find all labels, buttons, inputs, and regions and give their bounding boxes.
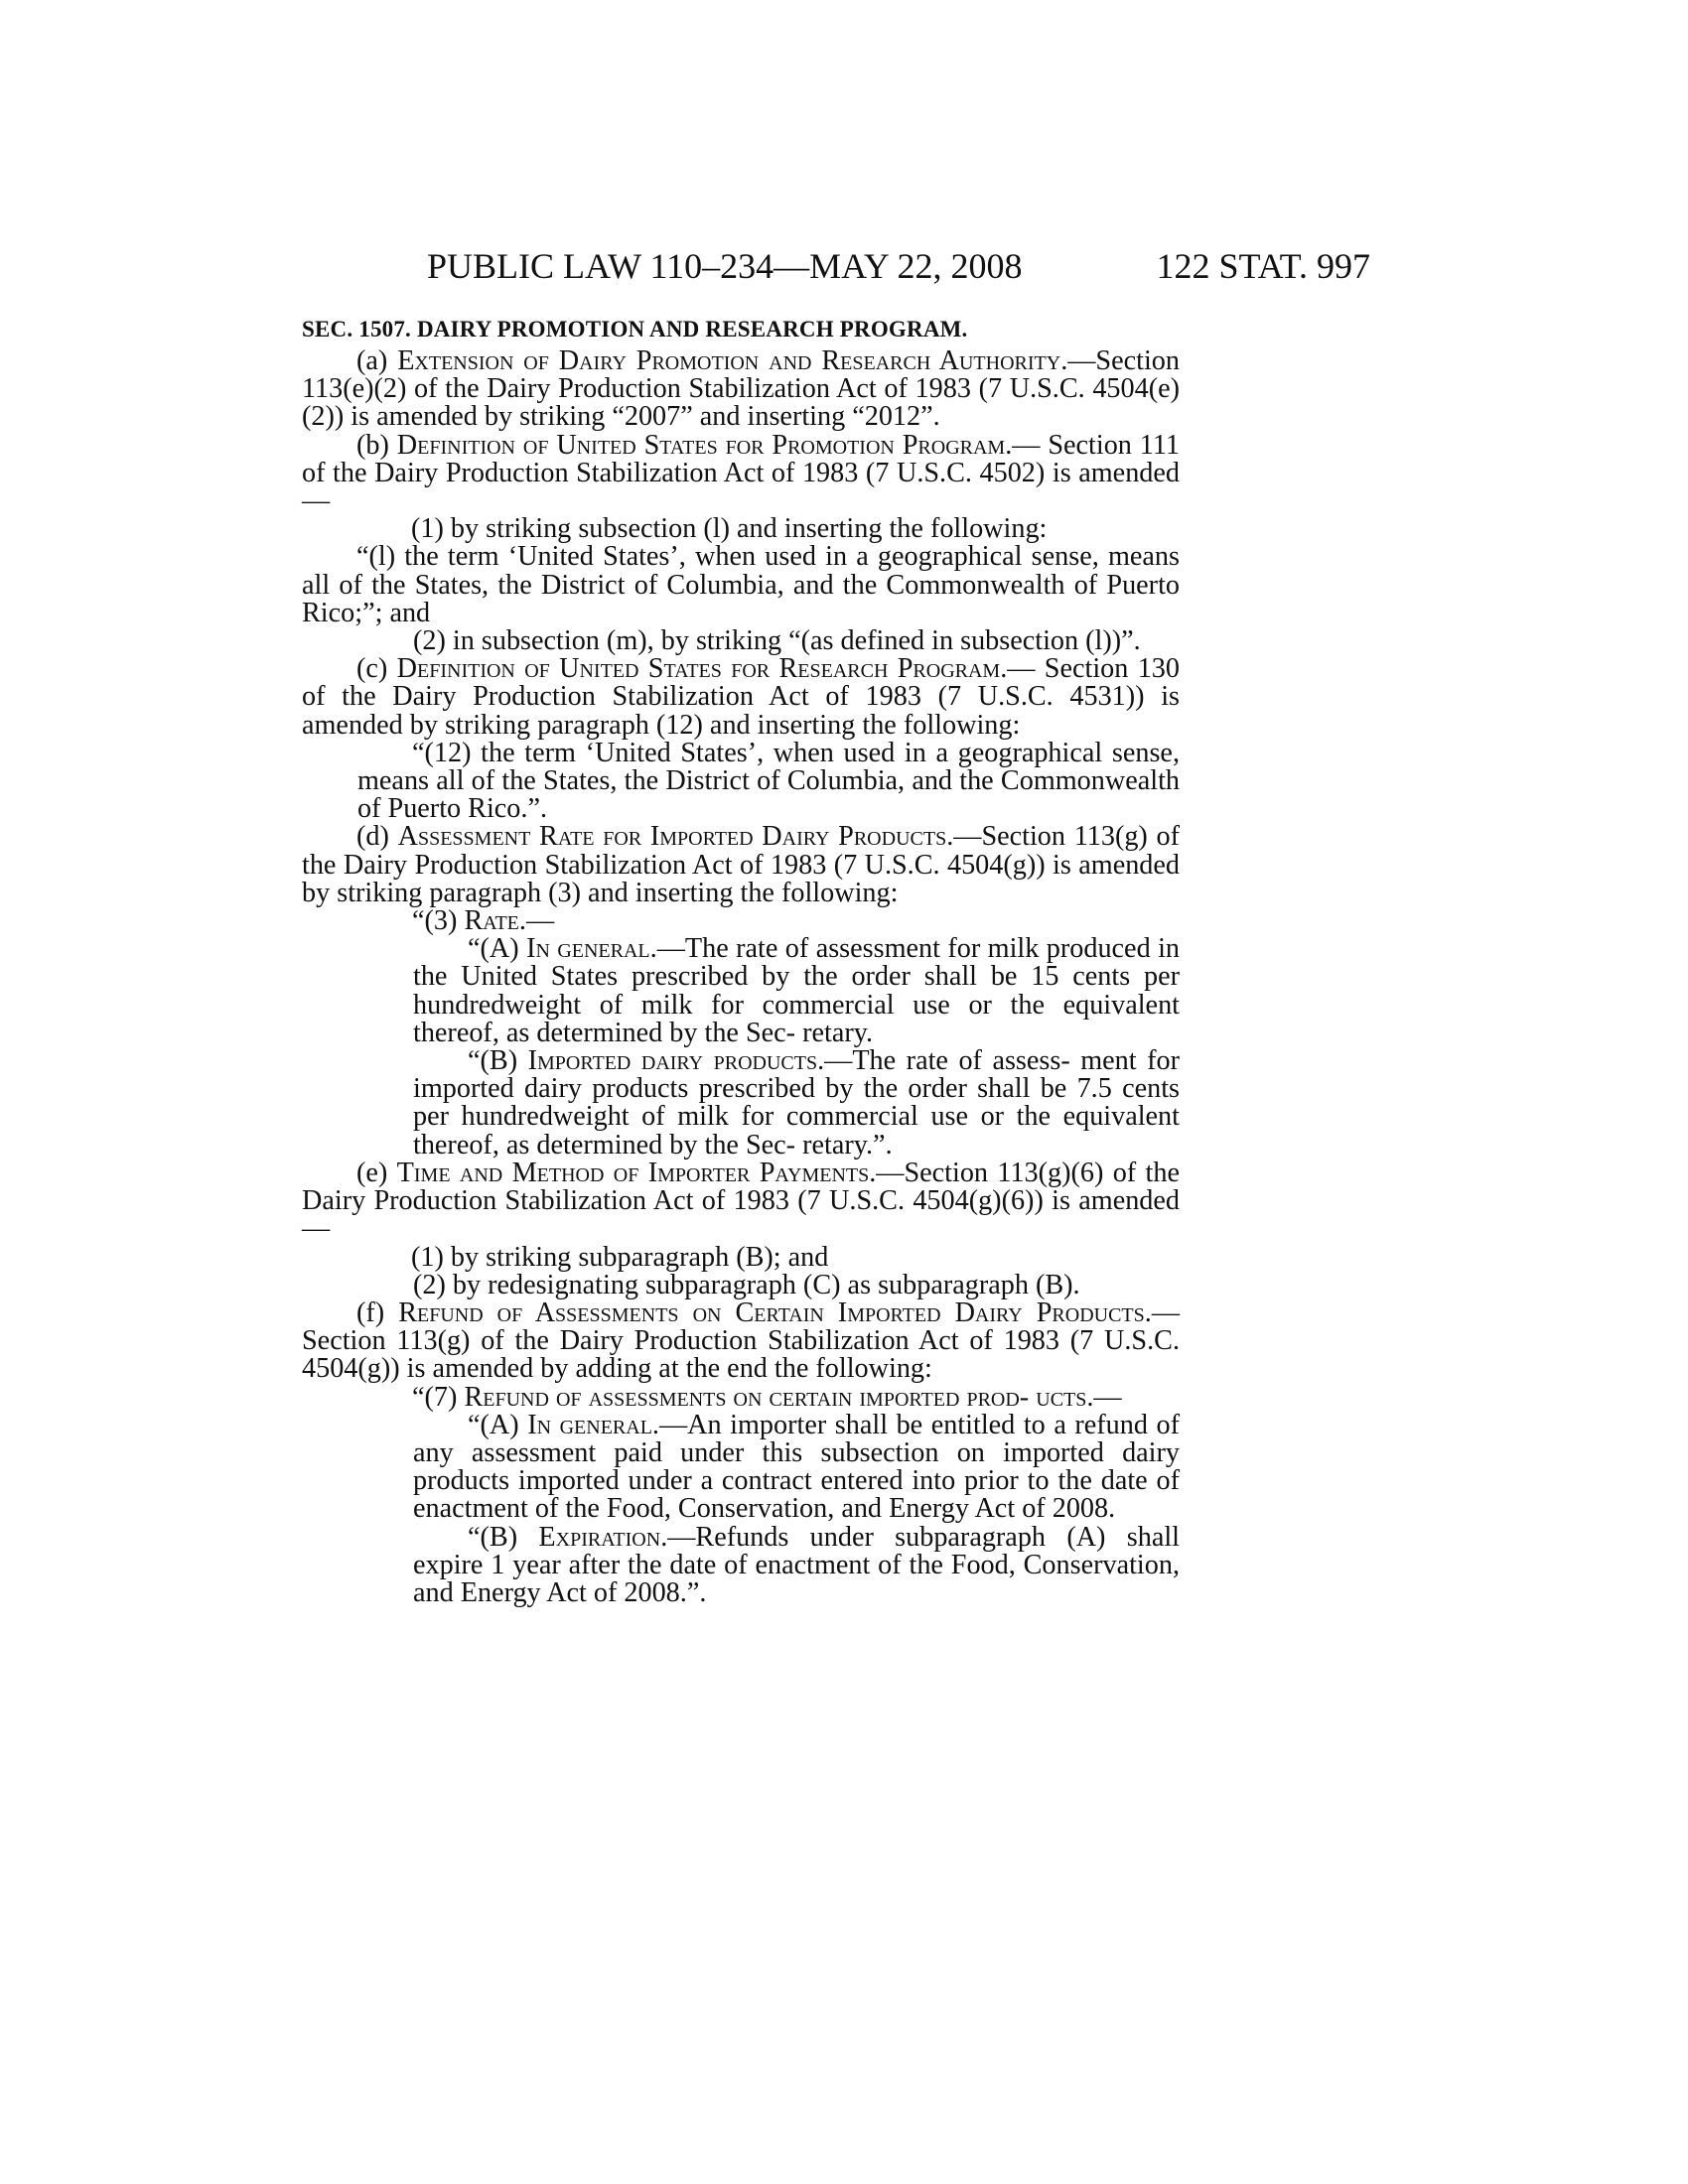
paragraph-e2: (2) by redesignating subparagraph (C) as subparagraph (B). (413, 1269, 1080, 1300)
subsection-c-lead: (c) (356, 653, 397, 685)
paragraph-e1: (1) by striking subparagraph (B); and (411, 1241, 829, 1273)
subsection-c (302, 655, 1180, 740)
subsection-b-lead: (b) (356, 429, 397, 461)
subsection-f-lead: (f) (356, 1297, 399, 1328)
paragraph-f7 (302, 1381, 1180, 1413)
subparagraph-fB-lead: “(B) (468, 1521, 539, 1553)
subsection-f-text: .—Section 113(g) of the Dairy Production Stabilization Act of 1983 (7 U.S.C. 4504(g)) is amended by adding at the end the following: (302, 1297, 1180, 1385)
subsection-b-caption: Definition of United States for Promotion Program (396, 429, 1006, 461)
subparagraph-dB (302, 1047, 1180, 1160)
statute-page-number: 122 STAT. 997 (1156, 246, 1370, 286)
paragraph-d3-lead: “(3) (412, 905, 465, 937)
subparagraph-dA-lead: “(A) (468, 933, 527, 965)
paragraph-d3 (302, 907, 1180, 935)
paragraph-f7-lead: “(7) (412, 1381, 465, 1413)
quoted-text-c: “(12) the term ‘United States’, when used in a geographical sense, means all of the States, the District of Columbia, and the Commonwealth of Puerto Rico.”. (357, 737, 1180, 825)
subparagraph-fA (302, 1409, 1180, 1525)
subparagraph-dB-lead: “(B) (468, 1045, 528, 1077)
paragraph-d3-text: .— (518, 905, 555, 937)
paragraph-d3-caption: Rate (464, 905, 519, 937)
document-body (302, 316, 1180, 1607)
subparagraph-dA (302, 935, 1180, 1047)
subsection-d (302, 823, 1180, 907)
subparagraph-fB (302, 1521, 1180, 1608)
subparagraph-fB-text: .—Refunds under subparagraph (A) shall expire 1 year after the date of enactment of the Food, Conservation, and Energy Act of 2008.”. (413, 1521, 1180, 1608)
subsection-e-caption: Time and Method of Importer Payments (396, 1157, 870, 1188)
subparagraph-dA-text: .—The rate of assessment for milk produced in the United States prescribed by the order shall be 15 cents per hundredweight of milk for commercial use or the equivalent thereof, as determined by the Sec- retary. (413, 933, 1181, 1048)
subsection-a (302, 347, 1180, 432)
subparagraph-fA-text: .—An importer shall be entitled to a refund of any assessment paid under this subsection on imported dairy products imported under a contract entered into prior to the date of enactment of the Food, Conservation, and Energy Act of 2008. (413, 1409, 1180, 1525)
quoted-text-b1: “(l) the term ‘United States’, when used in a geographical sense, means all of the States, the District of Columbia, and the Commonwealth of Puerto Rico;”; and (302, 541, 1180, 628)
subparagraph-fA-lead: “(A) (468, 1409, 528, 1440)
paragraph-b2: (2) in subsection (m), by striking “(as defined in subsection (l))”. (413, 625, 1141, 657)
subparagraph-dB-caption: Imported dairy products (527, 1045, 818, 1077)
paragraph-f7-caption: Refund of assessments on certain imported prod- ucts (464, 1381, 1087, 1413)
subparagraph-fB-caption: Expiration (538, 1521, 661, 1553)
subsection-b-text: .— Section 111 of the Dairy Production Stabilization Act of 1983 (7 U.S.C. 4502) is amended— (302, 429, 1180, 517)
subsection-d-lead: (d) (356, 821, 398, 853)
paragraph-f7-text: .— (1086, 1381, 1122, 1413)
subsection-a-text: .—Section 113(e)(2) of the Dairy Production Stabilization Act of 1983 (7 U.S.C. 4504(e)(2)) is amended by striking “2007” and inserting “2012”. (302, 345, 1180, 433)
subsection-e (302, 1157, 1180, 1245)
subsection-e-text: .—Section 113(g)(6) of the Dairy Production Stabilization Act of 1983 (7 U.S.C. 4504(g)(6)) is amended— (302, 1157, 1180, 1245)
subsection-d-caption: Assessment Rate for Imported Dairy Products (397, 821, 947, 853)
subsection-f-caption: Refund of Assessments on Certain Imported Dairy Products (398, 1297, 1145, 1328)
subsection-d-text: .—Section 113(g) of the Dairy Production Stabilization Act of 1983 (7 U.S.C. 4504(g)) is amended by striking paragraph (3) and inserting the following: (302, 821, 1181, 908)
subsection-a-caption: Extension of Dairy Promotion and Research Authority (397, 345, 1061, 376)
running-header-title: PUBLIC LAW 110–234—MAY 22, 2008 (427, 246, 1023, 286)
subsection-b (302, 429, 1180, 517)
subsection-a-lead: (a) (356, 345, 398, 376)
subparagraph-dB-text: .—The rate of assess- ment for imported dairy products prescribed by the order shall be 7.5 cents per hundredweight of milk for commercial use or the equivalent thereof, as determined by the Sec- retary.”. (413, 1045, 1180, 1160)
subsection-c-text: .— Section 130 of the Dairy Production Stabilization Act of 1983 (7 U.S.C. 4531)) is amended by striking paragraph (12) and inserting the following: (302, 653, 1180, 741)
subsection-c-caption: Definition of United States for Research Program (396, 653, 1001, 685)
subparagraph-dA-caption: In general (526, 933, 650, 965)
paragraph-b1: (1) by striking subsection (l) and inserting the following: (411, 513, 1048, 545)
subsection-e-lead: (e) (356, 1157, 397, 1188)
subsection-f (302, 1299, 1180, 1384)
section-heading: SEC. 1507. DAIRY PROMOTION AND RESEARCH PROGRAM. (302, 317, 968, 341)
subparagraph-fA-caption: In general (527, 1409, 652, 1440)
